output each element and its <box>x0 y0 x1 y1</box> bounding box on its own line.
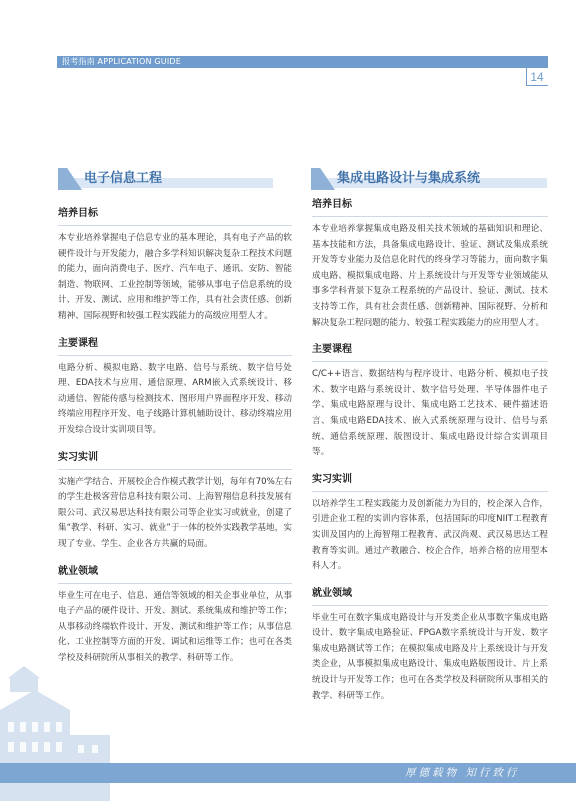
section-heading: 实习实训 <box>58 451 292 470</box>
header-label: 报考指南 APPLICATION GUIDE <box>62 57 182 66</box>
footer-motto: 厚德载物 知行致行 <box>405 767 520 779</box>
right-internship-section <box>312 473 548 575</box>
section-heading: 就业领域 <box>312 587 548 606</box>
section-heading: 就业领域 <box>58 565 292 584</box>
section-heading: 主要课程 <box>312 343 548 362</box>
left-goal-section <box>58 207 292 325</box>
section-body: 本专业培养掌握集成电路及相关技术领域的基础知识和理论、基本技能和方法，具备集成电路设计、验证、测试及集成系统开发等专业能力及信息化时代的终身学习等能力，面向数字集成电路、模拟集成电路、片上系统设计与开发等专业领域能从事多学科背景下复杂工程系统的产品设计、验证、测试、技术支持等工作，具有社会责任感、创新精神、国际视野、分析和解决复杂工程问题的能力、较强工程实践能力的应用型人才。 <box>312 224 548 328</box>
section-body: 电路分析、模拟电路、数字电路、信号与系统、数字信号处理、EDA技术与应用、通信原理、ARM嵌入式系统设计、移动通信、智能传感与检测技术、图形用户界面程序开发、移动终端应用程序开发、电子线路计算机辅助设计、移动终端应用开发综合设计实训项目等。 <box>58 362 292 435</box>
right-goal-section <box>312 198 548 331</box>
left-section-title: 电子信息工程 <box>84 171 163 186</box>
page-number: 14 <box>530 70 544 84</box>
right-employment-section <box>312 587 548 705</box>
left-internship-section <box>58 451 292 553</box>
left-column <box>58 207 292 678</box>
section-body: 实施产学结合、开展校企合作模式教学计划，每年有70%左右的学生赴极客营信息科技有限公司、上海智翔信息科技发展有限公司、武汉易思达科技有限公司等企业实习或就业，创建了集“教学、科研、实习、就业”于一体的校外实践教学基地，实现了专业、学生、企业各方共赢的局面。 <box>58 476 292 549</box>
right-courses-section <box>312 343 548 461</box>
section-heading: 培养目标 <box>58 207 292 226</box>
section-heading: 培养目标 <box>312 198 548 217</box>
section-body: 本专业培养掌握电子信息专业的基本理论，具有电子产品的软硬件设计与开发能力，融合多学科知识解决复杂工程技术问题的能力，面向消费电子、医疗、汽车电子、通讯、安防、智能制造、物联网、工业控制等领域，能够从事电子信息系统的设计、开发、测试、应用和维护等工作，具有社会责任感、创新精神、国际视野和较强工程实践能力的高级应用型人才。 <box>58 233 292 321</box>
right-column <box>312 198 548 716</box>
right-section-banner <box>311 168 547 194</box>
left-section-banner <box>58 168 273 194</box>
section-heading: 实习实训 <box>312 473 548 492</box>
section-body: 毕业生可在数字集成电路设计与开发类企业从事数字集成电路设计、数字集成电路验证、FPGA数字系统设计与开发、数字集成电路测试等工作；在模拟集成电路及片上系统设计与开发类企业，从事模拟集成电路设计、集成电路版图设计、片上系统设计与开发等工作；也可在各类学校及科研院所从事相关的教学、科研等工作。 <box>312 612 548 701</box>
right-section-title: 集成电路设计与集成系统 <box>337 171 481 186</box>
section-body: C/C++语言、数据结构与程序设计、电路分析、模拟电子技术、数字电路与系统设计、数字信号处理、半导体器件电子学、集成电路原理与设计、集成电路工艺技术、硬件描述语言、集成电路EDA技术、嵌入式系统原理与设计、信号与系统、通信系统原理、版图设计、集成电路设计综合实训项目等。 <box>312 369 548 458</box>
section-body: 毕业生可在电子、信息、通信等领域的相关企事业单位，从事电子产品的硬件设计、开发、测试、系统集成和维护等工作；从事移动终端软件设计、开发、测试和维护等工作；从事信息化、工业控制等方面的开发、调试和运维等工作；也可在各类学校及科研院所从事相关的教学、科研等工作。 <box>58 590 292 663</box>
left-courses-section <box>58 337 292 439</box>
section-heading: 主要课程 <box>58 337 292 356</box>
section-body: 以培养学生工程实践能力及创新能力为目的，校企深入合作，引进企业工程的实训内容体系，包括国际的印度NIIT工程教育实训及国内的上海智翔工程教育、武汉尚观、武汉易思达工程教育等实训。通过产教融合、校企合作，培养合格的应用型本科人才。 <box>312 498 548 572</box>
